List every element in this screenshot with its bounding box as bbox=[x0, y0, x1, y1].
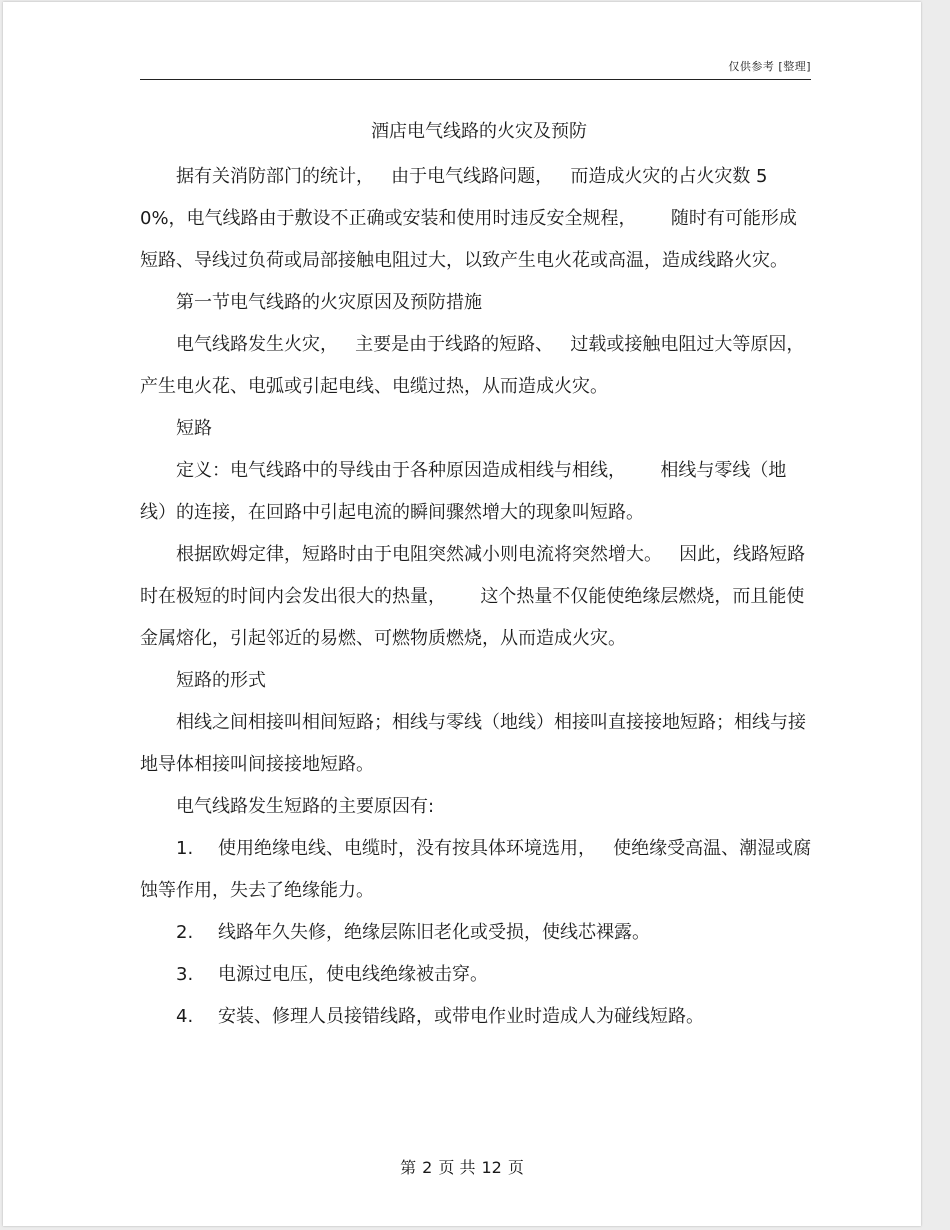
document-body bbox=[140, 114, 812, 1038]
list-item bbox=[140, 828, 812, 912]
footer-page-number: 2 bbox=[422, 1158, 433, 1177]
footer-suffix: 页 bbox=[507, 1158, 524, 1177]
footer-total-pages: 12 bbox=[481, 1158, 502, 1177]
paragraph-forms: 相线之间相接叫相间短路；相线与零线（地线）相接叫直接接地短路；相线与接地导体相接叫间接接地短路。 bbox=[140, 712, 806, 775]
page-footer bbox=[3, 1155, 921, 1178]
footer-mid: 页 共 bbox=[438, 1158, 476, 1177]
list-item bbox=[140, 954, 812, 996]
paragraph-main-causes: 电气线路发生短路的主要原因有: bbox=[176, 796, 435, 817]
paragraph-ohms-law: 根据欧姆定律，短路时由于电阻突然减小则电流将突然增大。 因此，线路短路时在极短的时间内会发出很大的热量， 这个热量不仅能使绝缘层燃烧，而且能使金属熔化，引起邻近的易燃、可燃物质燃烧，从而造成火灾。 bbox=[140, 544, 806, 649]
header-note: 仅供参考 [整理] bbox=[728, 60, 811, 73]
page-header bbox=[140, 57, 811, 80]
list-item bbox=[140, 996, 812, 1038]
paragraph-intro: 据有关消防部门的统计， 由于电气线路问题， 而造成火灾的占火灾数 50%，电气线路由于敷设不正确或安装和使用时违反安全规程， 随时有可能形成短路、导线过负荷或局部接触电阻过大，以致产生电火花或高温，造成线路火灾。 bbox=[140, 166, 797, 271]
document-title: 酒店电气线路的火灾及预防 bbox=[371, 121, 587, 142]
document-page bbox=[3, 2, 921, 1226]
list-item bbox=[140, 912, 812, 954]
section-heading: 第一节电气线路的火灾原因及预防措施 bbox=[176, 292, 482, 313]
list-text: 电源过电压，使电线绝缘被击穿。 bbox=[218, 964, 488, 985]
list-text: 安装、修理人员接错线路，或带电作业时造成人为碰线短路。 bbox=[218, 1006, 704, 1027]
subheading-short-circuit: 短路 bbox=[176, 418, 212, 439]
paragraph-definition: 定义：电气线路中的导线由于各种原因造成相线与相线， 相线与零线（地线）的连接，在回路中引起电流的瞬间骤然增大的现象叫短路。 bbox=[140, 460, 787, 523]
list-number: 2. bbox=[176, 922, 194, 943]
list-number: 3. bbox=[176, 964, 194, 985]
list-text: 使用绝缘电线、电缆时，没有按具体环境选用， 使绝缘受高温、潮湿或腐蚀等作用，失去了绝缘能力。 bbox=[140, 838, 812, 901]
paragraph-causes: 电气线路发生火灾， 主要是由于线路的短路、 过载或接触电阻过大等原因，产生电火花、电弧或引起电线、电缆过热，从而造成火灾。 bbox=[140, 334, 805, 397]
footer-prefix: 第 bbox=[400, 1158, 417, 1177]
list-number: 4. bbox=[176, 1006, 194, 1027]
subheading-short-circuit-forms: 短路的形式 bbox=[176, 670, 266, 691]
list-number: 1. bbox=[176, 838, 194, 859]
list-text: 线路年久失修，绝缘层陈旧老化或受损，使线芯裸露。 bbox=[218, 922, 650, 943]
